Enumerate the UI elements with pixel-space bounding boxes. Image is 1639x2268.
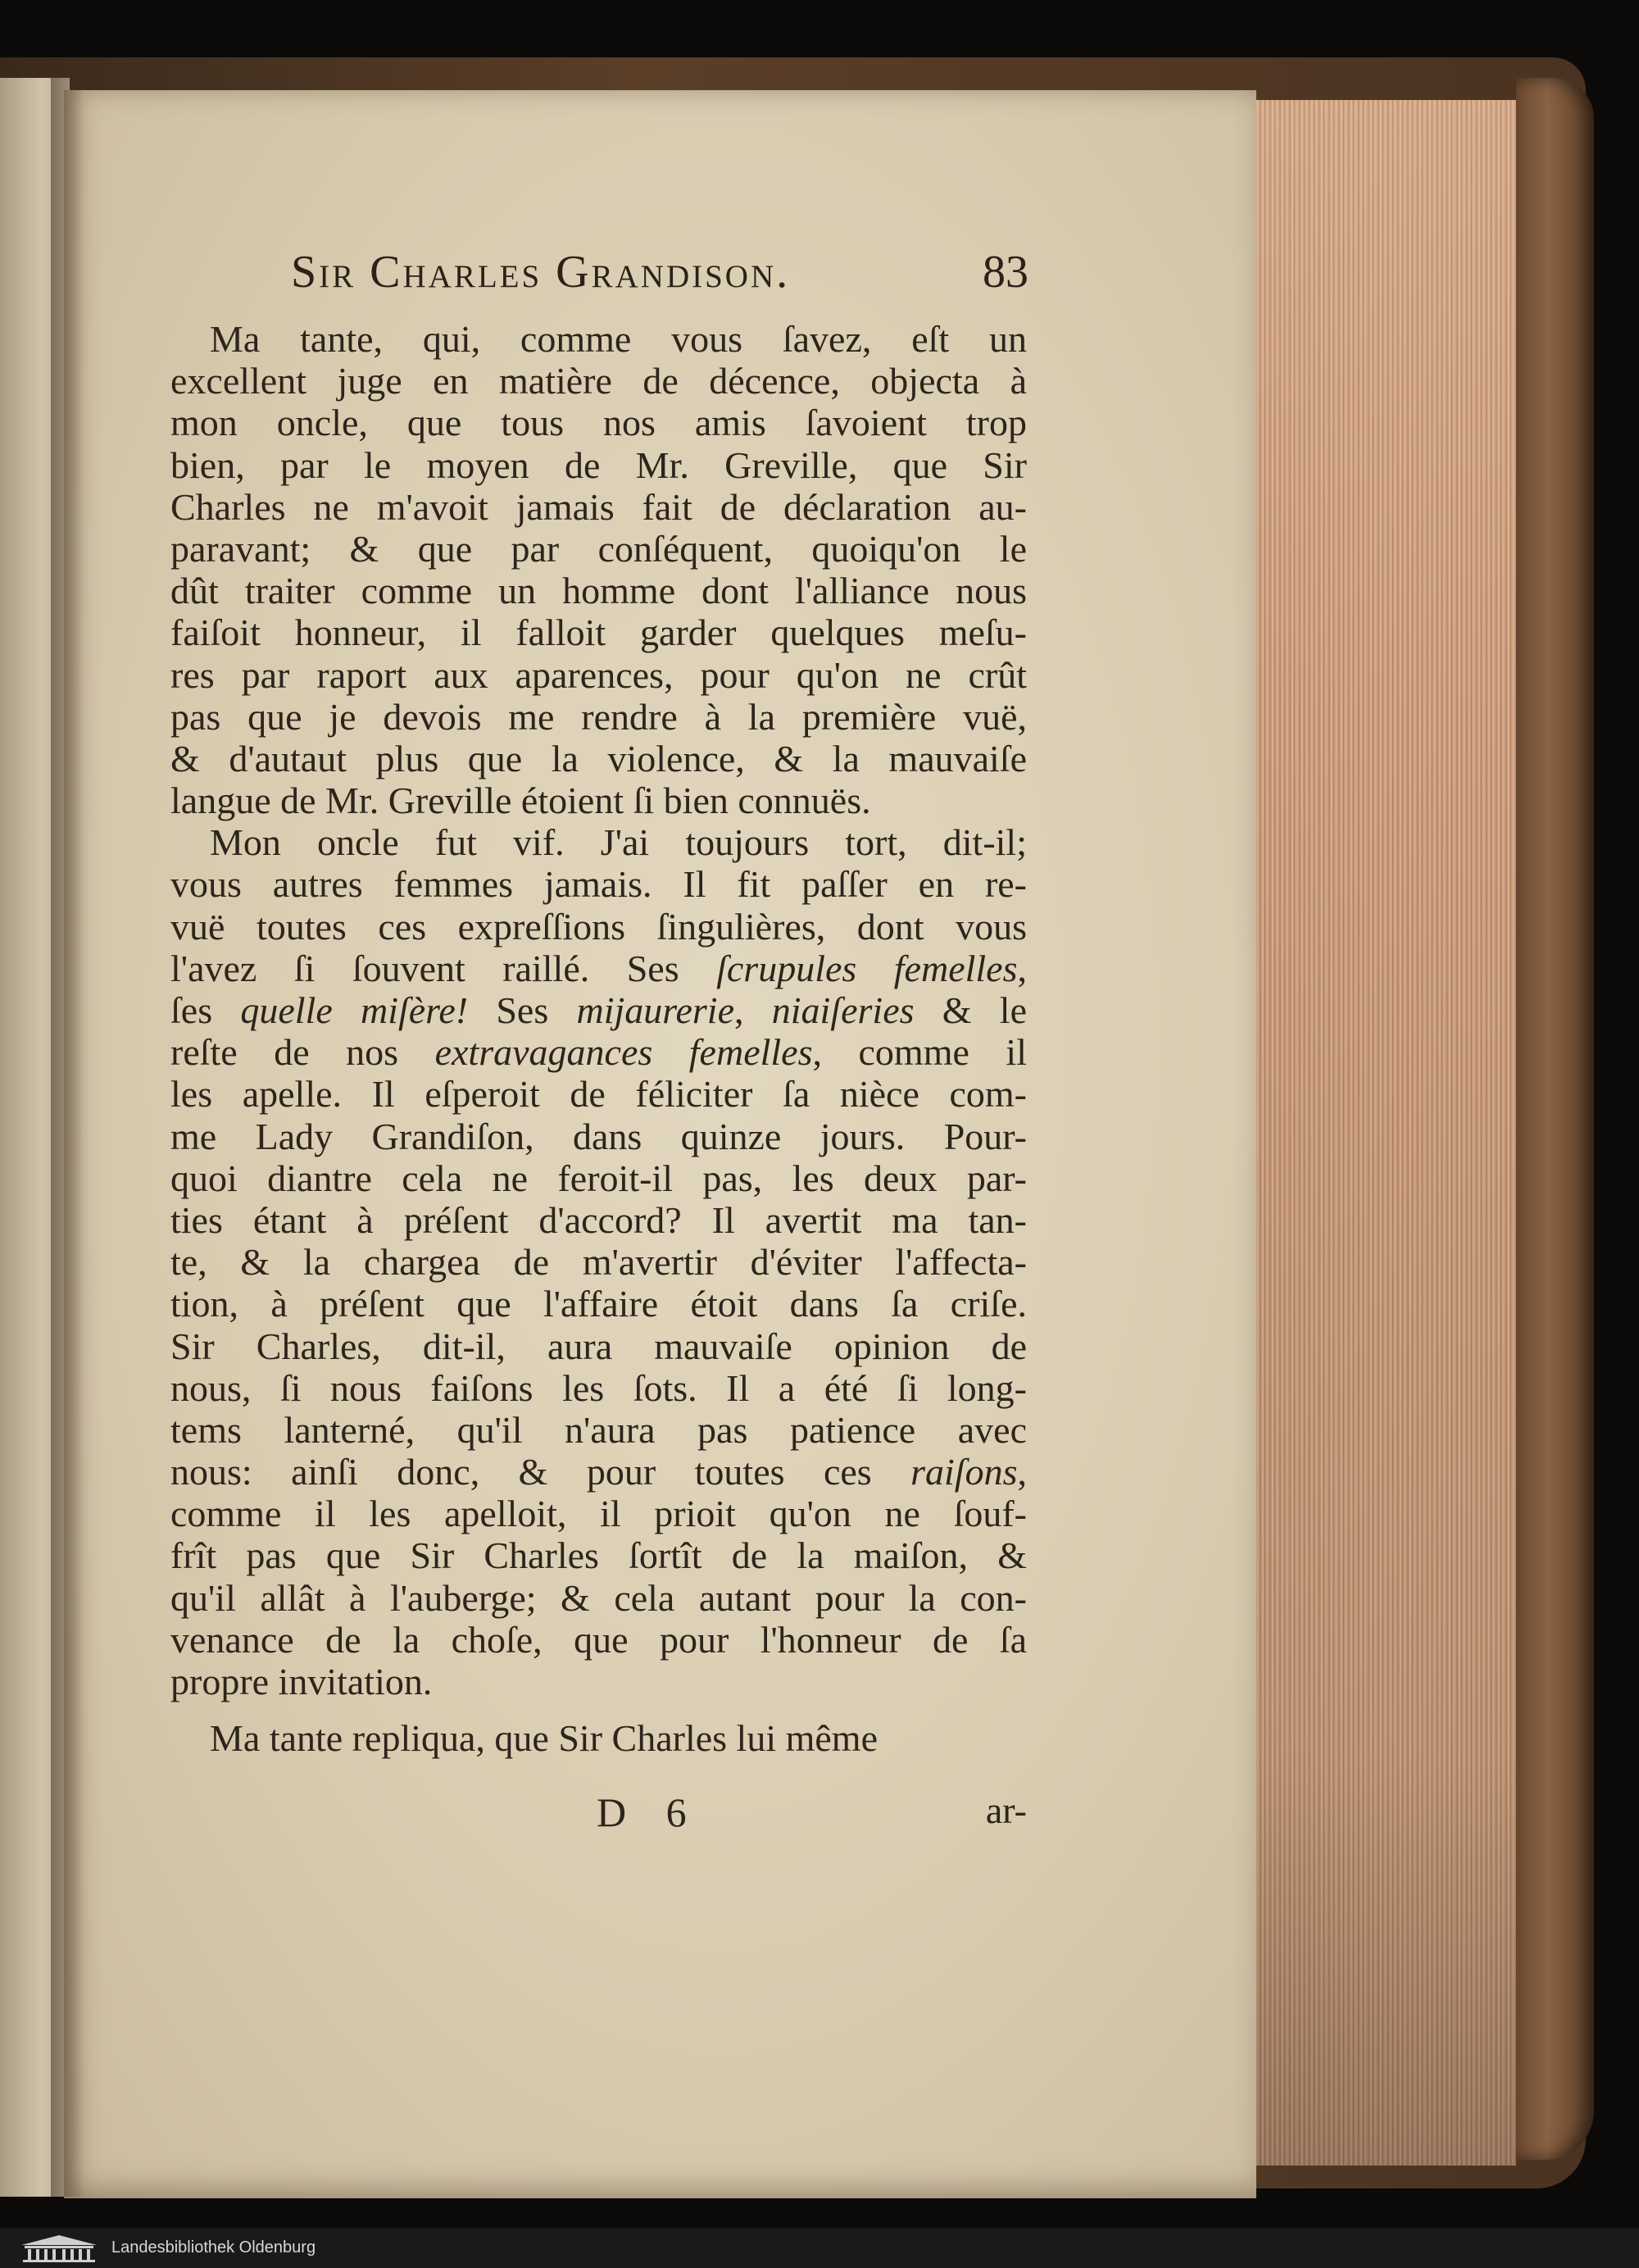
text-line: les apelle. Il eſperoit de féliciter ſa nièce com-	[170, 1073, 1027, 1116]
text-line: propre invitation.	[170, 1661, 433, 1702]
library-bar	[0, 2228, 1639, 2268]
text-line: quoi diantre cela ne feroit-il pas, les deux par-	[170, 1157, 1027, 1199]
text-line: paravant; & que par conſéquent, quoiqu'on le	[170, 527, 1027, 570]
text-line: langue de Mr. Greville étoient ſi bien connuës.	[170, 779, 871, 822]
text-line: vous autres femmes jamais. Il fit paſſer en re-	[170, 863, 1027, 906]
text-line: tems lanterné, qu'il n'aura pas patience avec	[170, 1408, 1027, 1451]
text-line: Ma tante, qui, comme vous ſavez, eſt un	[210, 318, 1027, 360]
text-line: Mon oncle fut vif. J'ai toujours tort, dit-il;	[210, 821, 1027, 864]
text-line: te, & la chargea de m'avertir d'éviter l'affecta-	[170, 1241, 1027, 1284]
text-line: tion, à préſent que l'affaire étoit dans ſa criſe.	[170, 1283, 1027, 1325]
text-line: ties étant à préſent d'accord? Il avertit ma tan-	[170, 1198, 1027, 1241]
signature-mark: D 6	[597, 1789, 701, 1835]
text-line: excellent juge en matière de décence, objecta à	[170, 360, 1027, 402]
text-line: me Lady Grandiſon, dans quinze jours. Pour-	[170, 1115, 1027, 1157]
text-line: nous: ainſi donc, & pour toutes ces raiſons,	[170, 1451, 1027, 1493]
catchword: ar-	[985, 1789, 1027, 1831]
running-head: Sir Charles Grandison.	[291, 247, 791, 298]
text-line: qu'il allât à l'auberge; & cela autant pour la con-	[170, 1576, 1027, 1619]
text-line: & d'autaut plus que la violence, & la mauvaiſe	[170, 737, 1027, 779]
text-line: pas que je devois me rendre à la première vuë,	[170, 695, 1027, 738]
text-line: mon oncle, que tous nos amis ſavoient trop	[170, 402, 1027, 444]
library-building-icon	[18, 2234, 100, 2263]
text-line: Sir Charles, dit-il, aura mauvaiſe opinion de	[170, 1325, 1027, 1367]
text-line: res par raport aux aparences, pour qu'on ne crût	[170, 653, 1027, 696]
text-line: comme il les apelloit, il prioit qu'on ne ſouf-	[170, 1493, 1027, 1535]
text-line: frît pas que Sir Charles ſortît de la maiſon, &	[170, 1534, 1027, 1577]
page-number: 83	[983, 247, 1028, 298]
page-footer	[170, 1788, 1027, 1838]
italic-phrase: niaiſeries	[771, 989, 915, 1031]
body-text	[170, 318, 1027, 1759]
text-line: bien, par le moyen de Mr. Greville, que Sir	[170, 443, 1027, 486]
italic-phrase: quelle miſère!	[240, 989, 469, 1031]
italic-phrase: raiſons	[910, 1451, 1018, 1493]
text-line: nous, ſi nous faiſons les ſots. Il a été ſi long-	[170, 1366, 1027, 1409]
cover-edge	[1516, 78, 1594, 2160]
italic-phrase: mijaurerie	[576, 989, 734, 1031]
library-name: Landesbibliothek Oldenburg	[111, 2238, 316, 2257]
text-line: ſes quelle miſère! Ses mijaurerie, niaiſeries & le	[170, 989, 1027, 1031]
text-line: Ma tante repliqua, que Sir Charles lui même	[210, 1717, 878, 1760]
text-line: vuë toutes ces expreſſions ſingulières, dont vous	[170, 905, 1027, 948]
text-line: reſte de nos extravagances femelles, comme il	[170, 1031, 1027, 1074]
page-header	[291, 246, 1028, 303]
gutter-shadow	[51, 78, 84, 2197]
page-block-shade	[1246, 100, 1516, 2166]
text-line: venance de la choſe, que pour l'honneur de ſa	[170, 1618, 1027, 1661]
text-line: Charles ne m'avoit jamais fait de déclaration au-	[170, 485, 1027, 528]
italic-phrase: ſcrupules femelles	[716, 947, 1018, 989]
text-line: faiſoit honneur, il falloit garder quelques meſu-	[170, 611, 1027, 654]
italic-phrase: extravagances femelles	[434, 1031, 813, 1074]
text-line: dût traiter comme un homme dont l'alliance nous	[170, 570, 1027, 612]
text-line: l'avez ſi ſouvent raillé. Ses ſcrupules femelles,	[170, 947, 1027, 989]
